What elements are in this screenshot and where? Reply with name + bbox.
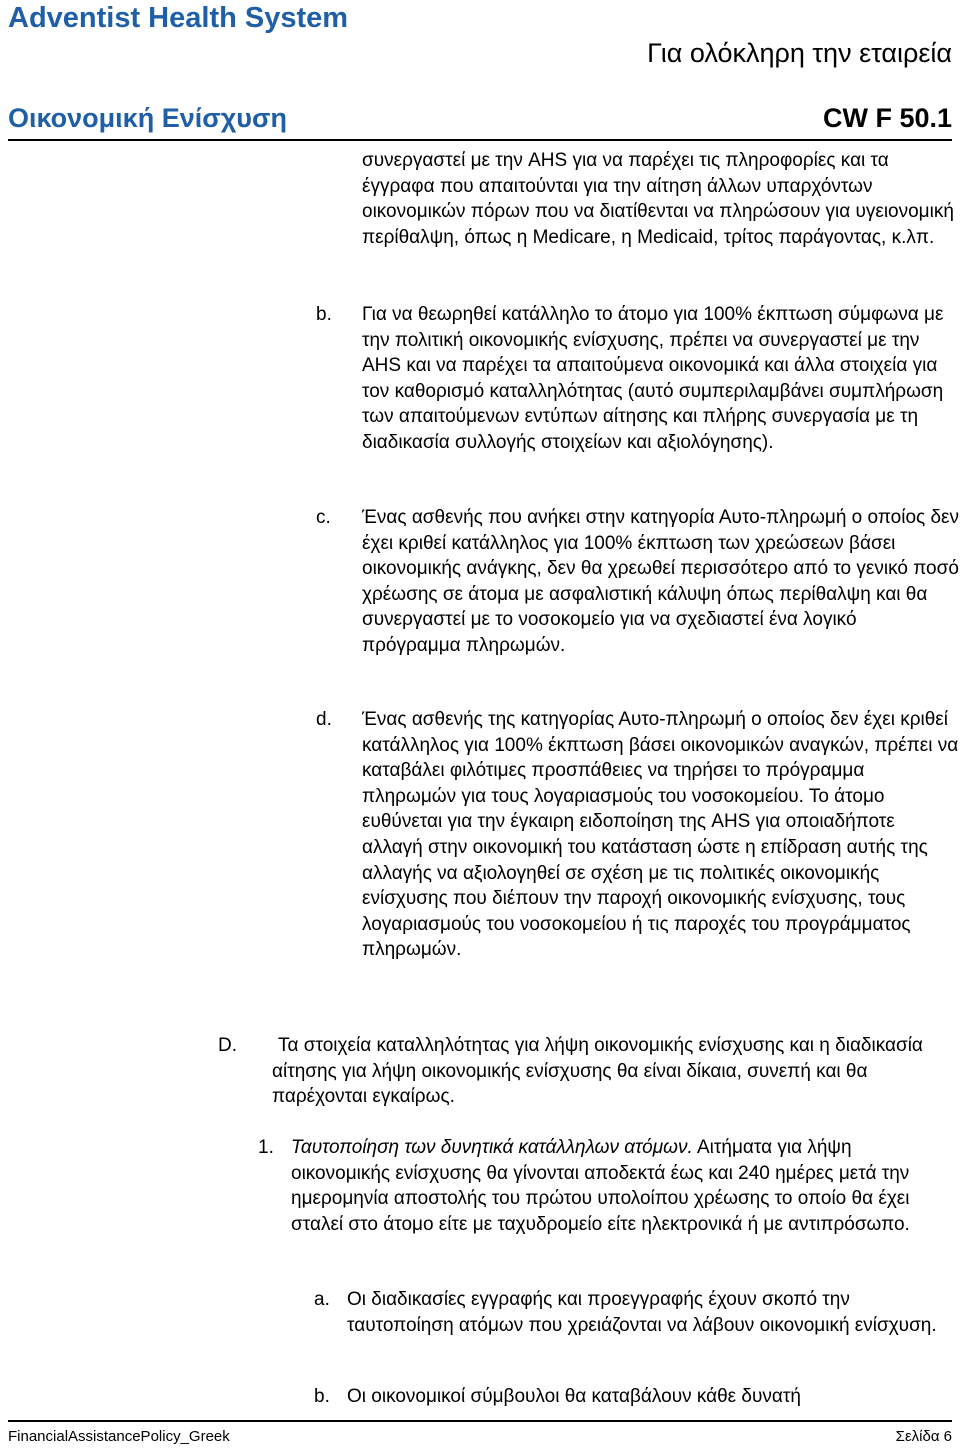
item-1-text: Αιτήματα για λήψη οικονομικής ενίσχυσης θα γίνονται αποδεκτά έως και 240 ημέρες μετά την ημερομηνία αποστολής του πρώτου υπολοίπου χρέωσης το οποίο θα έχει σταλεί στο άτομο είτε με ταχυδρομείο είτε ηλεκτρονικά ή με αντιπρόσωπο. <box>291 1137 910 1235</box>
item-1-paragraph <box>291 1135 931 1237</box>
item-c-text: Ένας ασθενής που ανήκει στην κατηγορία Αυτο-πληρωμή ο οποίος δεν έχει κριθεί κατάλληλος για 100% έκπτωση των χρεώσεων βάσει οικονομικής ανάγκης, δεν θα χρεωθεί περισσότερο από το γενικό ποσό χρέωσης σε άτομα με ασφαλιστική κάλυψη όπως περίθαλψη και θα συνεργαστεί με το νοσοκομείο για να σχεδιαστεί ένα λογικό πρόγραμμα πληρωμών. <box>362 507 960 656</box>
section-d-text: Τα στοιχεία καταλληλότητας για λήψη οικονομικής ενίσχυσης και η διαδικασία αίτησης για λήψη οικονομικής ενίσχυσης θα είναι δίκαια, συνεπή και θα παρέχονται εγκαίρως. <box>272 1035 923 1108</box>
footer-filename: FinancialAssistancePolicy_Greek <box>8 1428 230 1445</box>
item-c-marker: c. <box>316 507 331 528</box>
organization-title: Adventist Health System <box>8 2 349 34</box>
item-1a-text: Οι διαδικασίες εγγραφής και προεγγραφής έχουν σκοπό την ταυτοποίηση ατόμων που χρειάζονται να λάβουν οικονομική ενίσχυση. <box>347 1289 937 1336</box>
scope-label: Για ολόκληρη την εταιρεία <box>647 38 952 68</box>
page-footer <box>8 1420 952 1448</box>
item-d-marker: d. <box>316 709 332 730</box>
item-1-heading: Ταυτοποίηση των δυνητικά κατάλληλων ατόμων. <box>291 1137 693 1158</box>
item-d-text: Ένας ασθενής της κατηγορίας Αυτο-πληρωμή ο οποίος δεν έχει κριθεί κατάλληλος για 100% έκπτωση βάσει οικονομικών αναγκών, πρέπει να καταβάλει φιλότιμες προσπάθειες να τηρήσει το πρόγραμμα πληρωμών για τους λογαριασμούς του νοσοκομείου. Το άτομο ευθύνεται για την έγκαιρη ειδοποίηση της AHS για οποιαδήποτε αλλαγή στην οικονομική του κατάσταση ώστε η επίδραση αυτής της αλλαγής να αξιολογηθεί σε σχέση με τις πολιτικές οικονομικής ενίσχυσης που διέπουν την παροχή οικονομικής ενίσχυσης, τους λογαριασμούς του νοσοκομείου ή τις παροχές του προγράμματος πληρωμών. <box>362 709 959 961</box>
continuation-paragraph: συνεργαστεί με την AHS για να παρέχει τις πληροφορίες και τα έγγραφα που απαιτούνται για την αίτηση άλλων υπαρχόντων οικονομικών πόρων που να διατίθενται να πληρώσουν για υγειονομική περίθαλψη, όπως η Medicare, η Medicaid, τρίτος παράγοντας, κ.λπ. <box>362 150 954 248</box>
section-header <box>8 103 952 141</box>
section-title: Οικονομική Ενίσχυση <box>8 103 287 133</box>
item-1a-marker: a. <box>314 1289 330 1310</box>
item-b-marker: b. <box>316 304 332 325</box>
footer-page-number: Σελίδα 6 <box>895 1428 952 1445</box>
policy-code: CW F 50.1 <box>822 103 952 133</box>
item-1-marker: 1. <box>258 1137 274 1158</box>
item-1b-marker: b. <box>314 1386 330 1407</box>
section-d-marker: D. <box>218 1035 237 1056</box>
item-b-text: Για να θεωρηθεί κατάλληλο το άτομο για 100% έκπτωση σύμφωνα με την πολιτική οικονομικής ενίσχυσης, πρέπει να συνεργαστεί με την AHS και να παρέχει τα απαιτούμενα οικονομικά και άλλα στοιχεία για τον καθορισμό καταλληλότητας (αυτό συμπεριλαμβάνει συμπλήρωση των απαιτούμενων εντύπων αίτησης και πλήρης συνεργασία με τη διαδικασία συλλογής στοιχείων και αξιολόγησης). <box>362 304 944 453</box>
item-1b-text: Οι οικονομικοί σύμβουλοι θα καταβάλουν κάθε δυνατή <box>347 1386 801 1407</box>
